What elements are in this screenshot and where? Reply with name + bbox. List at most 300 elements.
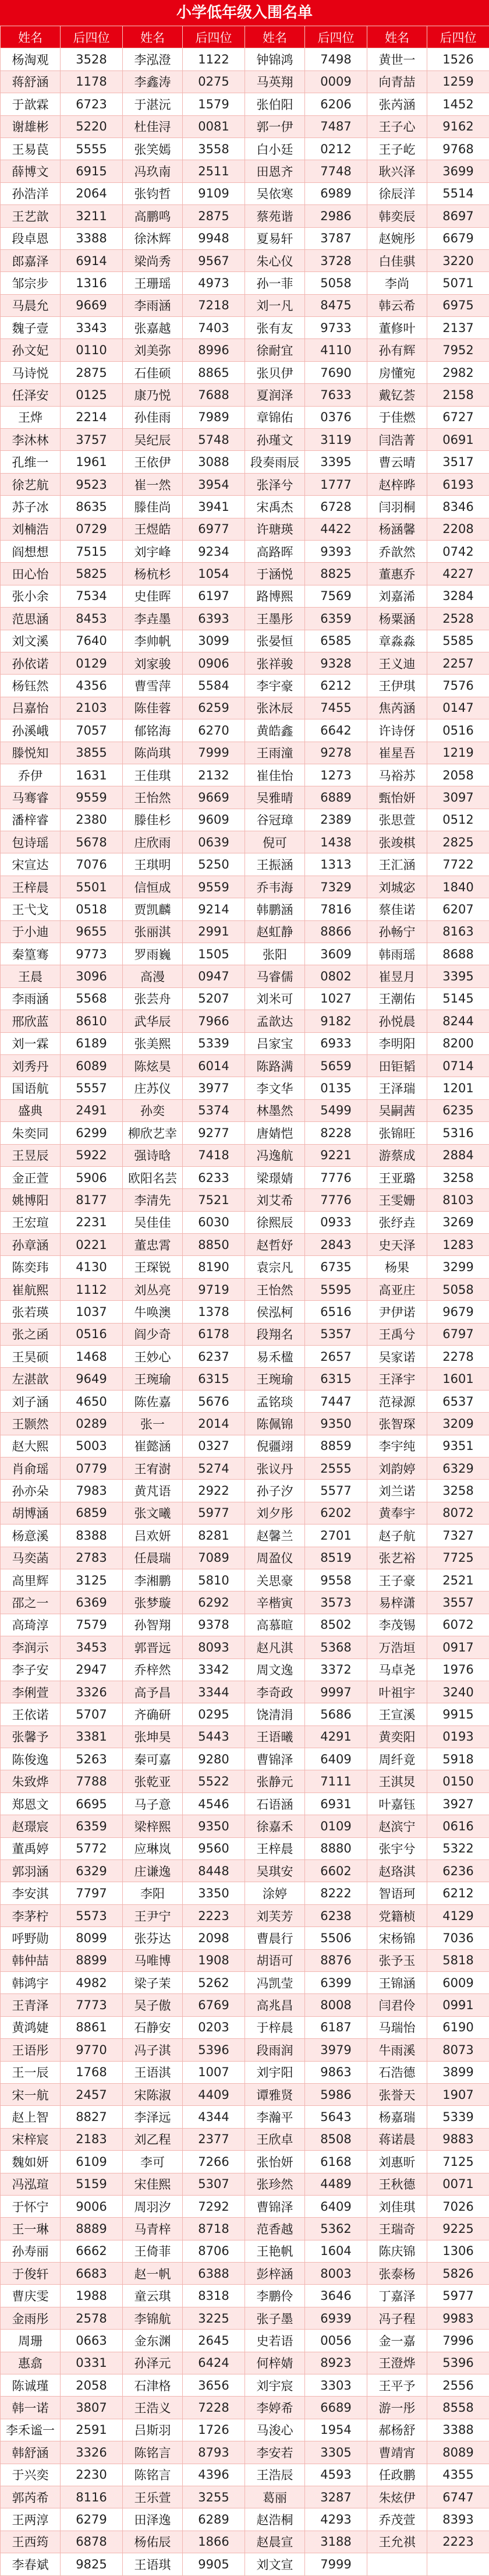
student-name-cell: 朱心仪 (245, 249, 305, 271)
last-four-cell: 5643 (305, 2106, 367, 2128)
last-four-cell: 7534 (61, 585, 123, 607)
last-four-cell: 3344 (183, 1681, 245, 1703)
student-name-cell: 刘惠昕 (367, 2151, 427, 2173)
last-four-cell: 1907 (427, 2083, 489, 2105)
last-four-cell: 3097 (427, 786, 489, 809)
last-four-cell: 0327 (183, 1435, 245, 1457)
last-four-cell: 3326 (61, 1681, 123, 1703)
student-name-cell: 应琳岚 (123, 1837, 183, 1859)
table-row (1, 608, 489, 630)
last-four-cell: 9328 (305, 652, 367, 674)
student-name-cell: 张梦璇 (123, 1592, 183, 1614)
roster-table (0, 26, 489, 2576)
last-four-cell: 1273 (305, 764, 367, 786)
last-four-cell: 0376 (305, 406, 367, 428)
table-row (1, 115, 489, 137)
last-four-cell: 2701 (305, 1525, 367, 1547)
table-row (1, 1860, 489, 1882)
table-row (1, 361, 489, 383)
student-name-cell: 陈佳蓉 (123, 697, 183, 719)
student-name-cell: 庄欣雨 (123, 831, 183, 853)
table-row (1, 48, 489, 70)
student-name-cell: 李沐林 (1, 429, 61, 451)
last-four-cell: 6933 (305, 1032, 367, 1054)
student-name-cell: 冯泓瑄 (1, 2173, 61, 2195)
student-name-cell: 刘兰诺 (367, 1480, 427, 1502)
last-four-cell: 5818 (427, 1949, 489, 1971)
table-row (1, 1435, 489, 1457)
last-four-cell: 5316 (427, 1122, 489, 1144)
table-row (1, 697, 489, 719)
last-four-cell: 8688 (427, 943, 489, 965)
table-row (1, 1413, 489, 1435)
student-name-cell: 张智琛 (367, 1413, 427, 1435)
last-four-cell: 8200 (427, 1032, 489, 1054)
student-name-cell: 崔懿涵 (123, 1435, 183, 1457)
last-four-cell: 5922 (61, 1144, 123, 1166)
last-four-cell: 5810 (183, 1569, 245, 1591)
student-name-cell: 李泓澄 (123, 48, 183, 70)
table-row (1, 2173, 489, 2195)
column-header-last-four: 后四位 (427, 26, 489, 48)
student-name-cell: 许诗伢 (367, 719, 427, 742)
student-name-cell: 黄奕阳 (367, 1725, 427, 1748)
student-name-cell: 李清先 (123, 1189, 183, 1211)
last-four-cell: 5825 (61, 563, 123, 585)
column-header-last-four: 后四位 (183, 26, 245, 48)
last-four-cell: 5906 (61, 1166, 123, 1188)
last-four-cell: 8850 (183, 1234, 245, 1256)
last-four-cell: 2457 (61, 2083, 123, 2105)
last-four-cell: 8228 (305, 1122, 367, 1144)
student-name-cell: 孔维一 (1, 451, 61, 473)
student-name-cell: 王晨 (1, 965, 61, 987)
student-name-cell: 王汇涵 (367, 853, 427, 876)
student-name-cell: 吴家诺 (367, 1346, 427, 1368)
last-four-cell: 4396 (183, 2464, 245, 2486)
student-name-cell: 郝杨舒 (367, 2419, 427, 2441)
last-four-cell: 5368 (305, 1636, 367, 1658)
student-name-cell: 马子意 (123, 1792, 183, 1815)
student-name-cell: 刘宇阳 (245, 2061, 305, 2083)
table-row (1, 719, 489, 742)
last-four-cell: 6689 (305, 2397, 367, 2419)
student-name-cell: 阎少奇 (123, 1323, 183, 1345)
student-name-cell: 韩仲喆 (1, 1949, 61, 1971)
last-four-cell: 9669 (61, 294, 123, 316)
student-name-cell: 石浩德 (367, 2061, 427, 2083)
last-four-cell: 4344 (183, 2106, 245, 2128)
last-four-cell: 7633 (305, 384, 367, 406)
last-four-cell: 5058 (305, 272, 367, 294)
student-name-cell: 于俊轩 (1, 2263, 61, 2285)
student-name-cell: 冯子淇 (123, 2039, 183, 2061)
student-name-cell: 党籍桢 (367, 1904, 427, 1926)
student-name-cell: 王尹宁 (123, 1904, 183, 1926)
last-four-cell: 1777 (305, 473, 367, 495)
student-name-cell: 孙泽元 (123, 2352, 183, 2374)
student-name-cell: 王淇炅 (367, 1770, 427, 1792)
student-name-cell: 王西筠 (1, 2531, 61, 2553)
student-name-cell: 陈佐嘉 (123, 1390, 183, 1412)
student-name-cell: 肖俞瑶 (1, 1458, 61, 1480)
student-name-cell: 王倚菲 (123, 2240, 183, 2262)
last-four-cell: 0193 (427, 1725, 489, 1748)
last-four-cell: 5362 (305, 2218, 367, 2240)
last-four-cell: 0947 (183, 965, 245, 987)
student-name-cell: 张文曦 (123, 1502, 183, 1524)
last-four-cell: 6516 (305, 1301, 367, 1323)
table-row (1, 2218, 489, 2240)
last-four-cell: 7218 (183, 294, 245, 316)
table-row (1, 2419, 489, 2441)
student-name-cell: 王怡然 (245, 1278, 305, 1300)
student-name-cell: 徐沐辉 (123, 227, 183, 249)
student-name-cell: 金正萱 (1, 1166, 61, 1188)
student-name-cell: 杜佳浔 (123, 115, 183, 137)
table-row (1, 1636, 489, 1658)
last-four-cell: 9277 (183, 1122, 245, 1144)
table-row (1, 2263, 489, 2285)
student-name-cell: 范香越 (245, 2218, 305, 2240)
last-four-cell: 9162 (427, 115, 489, 137)
last-four-cell: 3388 (427, 2419, 489, 2441)
student-name-cell: 章锦佑 (245, 406, 305, 428)
student-name-cell: 何梓婧 (245, 2352, 305, 2374)
last-four-cell: 8388 (61, 1525, 123, 1547)
table-row (1, 2508, 489, 2531)
table-row (1, 294, 489, 316)
table-row (1, 227, 489, 249)
last-four-cell: 3609 (305, 943, 367, 965)
student-name-cell: 王佳琪 (123, 764, 183, 786)
last-four-cell: 6197 (183, 585, 245, 607)
last-four-cell: 6270 (183, 719, 245, 742)
student-name-cell: 姚博阳 (1, 1189, 61, 1211)
last-four-cell: 3899 (427, 2061, 489, 2083)
student-name-cell: 乔歆然 (367, 540, 427, 562)
last-four-cell: 9883 (427, 2128, 489, 2150)
last-four-cell: 5522 (183, 1770, 245, 1792)
last-four-cell: 1201 (427, 1077, 489, 1099)
student-name-cell: 吴纪辰 (123, 429, 183, 451)
table-row (1, 1994, 489, 2016)
last-four-cell: 8003 (305, 2263, 367, 2285)
student-name-cell: 郭羽涵 (1, 1860, 61, 1882)
student-name-cell: 童云琪 (123, 2285, 183, 2307)
last-four-cell: 2986 (305, 205, 367, 227)
student-name-cell: 曹锦泽 (245, 2195, 305, 2217)
last-four-cell: 6202 (305, 1502, 367, 1524)
last-four-cell: 7999 (305, 2553, 367, 2575)
student-name-cell: 刘城宓 (367, 876, 427, 898)
last-four-cell: 6178 (183, 1323, 245, 1345)
last-four-cell: 7089 (183, 1547, 245, 1569)
table-row (1, 742, 489, 764)
last-four-cell: 8177 (61, 1189, 123, 1211)
student-name-cell: 赵璟宸 (1, 1815, 61, 1837)
student-name-cell: 孙浩洋 (1, 182, 61, 204)
student-name-cell: 杨钰然 (1, 675, 61, 697)
table-row (1, 1725, 489, 1748)
student-name-cell: 游蔡成 (367, 1144, 427, 1166)
last-four-cell: 1259 (427, 70, 489, 93)
student-name-cell: 梁璟婧 (245, 1166, 305, 1188)
last-four-cell: 4409 (183, 2083, 245, 2105)
student-name-cell: 范思涵 (1, 608, 61, 630)
student-name-cell: 张议丹 (245, 1458, 305, 1480)
student-name-cell: 杨杭杉 (123, 563, 183, 585)
last-four-cell: 9825 (61, 2553, 123, 2575)
last-four-cell: 9773 (61, 943, 123, 965)
last-four-cell: 1505 (183, 943, 245, 965)
table-row (1, 2553, 489, 2575)
student-name-cell: 韩鸿宇 (1, 1971, 61, 1993)
column-header-last-four: 后四位 (61, 26, 123, 48)
student-name-cell: 赵珞淇 (367, 1860, 427, 1882)
last-four-cell: 7690 (305, 361, 367, 383)
last-four-cell: 9560 (183, 1837, 245, 1859)
student-name-cell: 王语淇 (123, 2061, 183, 2083)
last-four-cell: 2491 (61, 1099, 123, 1121)
student-name-cell: 向青喆 (367, 70, 427, 93)
table-row (1, 2397, 489, 2419)
student-name-cell: 包诗瑶 (1, 831, 61, 853)
last-four-cell: 0135 (305, 1077, 367, 1099)
last-four-cell: 5748 (183, 429, 245, 451)
table-row (1, 1658, 489, 1681)
last-four-cell: 8244 (427, 1010, 489, 1032)
last-four-cell: 7725 (427, 1547, 489, 1569)
table-row (1, 2531, 489, 2553)
last-four-cell: 1027 (305, 987, 367, 1010)
student-name-cell: 郎嘉泽 (1, 249, 61, 271)
last-four-cell: 0714 (427, 1054, 489, 1077)
last-four-cell: 5262 (183, 1971, 245, 1993)
last-four-cell: 0331 (61, 2352, 123, 2374)
student-name-cell: 张钧哲 (123, 182, 183, 204)
student-name-cell: 宋梓宸 (1, 2128, 61, 2150)
last-four-cell: 0081 (183, 115, 245, 137)
last-four-cell: 9182 (305, 1010, 367, 1032)
last-four-cell: 2257 (427, 652, 489, 674)
last-four-cell: 9983 (427, 2307, 489, 2329)
last-four-cell: 5396 (183, 2039, 245, 2061)
last-four-cell: 4293 (305, 2508, 367, 2531)
last-four-cell: 0616 (427, 1815, 489, 1837)
student-name-cell: 崔星吾 (367, 742, 427, 764)
last-four-cell: 4291 (305, 1725, 367, 1748)
student-name-cell: 吴依寒 (245, 182, 305, 204)
last-four-cell: 8876 (305, 1949, 367, 1971)
table-row (1, 1390, 489, 1412)
student-name-cell: 陈铭言 (123, 2441, 183, 2464)
student-name-cell: 陈庆锦 (367, 2240, 427, 2262)
table-row (1, 406, 489, 428)
student-name-cell: 路博熙 (245, 585, 305, 607)
student-name-cell: 孙瑾文 (245, 429, 305, 451)
column-header-last-four: 后四位 (305, 26, 367, 48)
student-name-cell: 张泰杨 (367, 2263, 427, 2285)
last-four-cell: 2578 (61, 2307, 123, 2329)
student-name-cell: 王昊硕 (1, 1346, 61, 1368)
student-name-cell: 饶清涓 (245, 1703, 305, 1725)
table-row (1, 1614, 489, 1636)
student-name-cell: 马英翔 (245, 70, 305, 93)
last-four-cell: 8222 (305, 1882, 367, 1904)
student-name-cell: 周羽汐 (123, 2195, 183, 2217)
table-row (1, 2285, 489, 2307)
last-four-cell: 3757 (61, 429, 123, 451)
student-name-cell: 王怡然 (123, 786, 183, 809)
last-four-cell: 2230 (61, 2464, 123, 2486)
last-four-cell: 5506 (305, 1927, 367, 1949)
last-four-cell: 3558 (183, 137, 245, 160)
student-name-cell: 孙一菲 (245, 272, 305, 294)
last-four-cell: 9863 (305, 2061, 367, 2083)
student-name-cell: 侯泓柯 (245, 1301, 305, 1323)
table-row (1, 876, 489, 898)
student-name-cell: 叶嘉钰 (367, 1792, 427, 1815)
last-four-cell: 8393 (427, 2508, 489, 2531)
student-name-cell: 张泽兮 (245, 473, 305, 495)
last-four-cell: 9006 (61, 2195, 123, 2217)
last-four-cell: 8093 (183, 1636, 245, 1658)
last-four-cell: 8318 (183, 2285, 245, 2307)
last-four-cell: 6989 (305, 182, 367, 204)
table-row (1, 2039, 489, 2061)
student-name-cell: 钟锦鸿 (245, 48, 305, 70)
column-header-name: 姓名 (123, 26, 183, 48)
student-name-cell: 智语珂 (367, 1882, 427, 1904)
table-row (1, 1837, 489, 1859)
student-name-cell: 张丽淇 (123, 920, 183, 943)
student-name-cell: 任泽安 (1, 384, 61, 406)
last-four-cell: 1468 (61, 1346, 123, 1368)
last-four-cell: 8996 (183, 339, 245, 361)
last-four-cell: 2645 (183, 2330, 245, 2352)
student-name-cell: 王潮佑 (367, 987, 427, 1010)
last-four-cell: 3395 (305, 451, 367, 473)
table-row (1, 630, 489, 652)
table-row (1, 1166, 489, 1188)
last-four-cell: 5263 (61, 1748, 123, 1770)
last-four-cell: 5595 (305, 1278, 367, 1300)
last-four-cell: 0289 (61, 1413, 123, 1435)
last-four-cell: 9649 (61, 1368, 123, 1390)
last-four-cell: 6187 (305, 2016, 367, 2038)
student-name-cell: 章淼淼 (367, 630, 427, 652)
last-four-cell: 5659 (305, 1054, 367, 1077)
student-name-cell (367, 2553, 427, 2575)
last-four-cell: 7266 (183, 2151, 245, 2173)
last-four-cell: 3381 (61, 1725, 123, 1748)
last-four-cell: 2014 (183, 1413, 245, 1435)
student-name-cell: 吴子傲 (123, 1994, 183, 2016)
last-four-cell: 2591 (61, 2419, 123, 2441)
last-four-cell: 2555 (305, 1458, 367, 1480)
last-four-cell: 8697 (427, 205, 489, 227)
last-four-cell: 8089 (427, 2441, 489, 2464)
student-name-cell: 韩舒涵 (1, 2441, 61, 2464)
table-row (1, 1189, 489, 1211)
last-four-cell: 7966 (183, 1010, 245, 1032)
student-name-cell: 马奕菡 (1, 1547, 61, 1569)
table-row (1, 272, 489, 294)
last-four-cell: 9997 (305, 1681, 367, 1703)
last-four-cell: 7640 (61, 630, 123, 652)
last-four-cell: 3372 (305, 1658, 367, 1681)
student-name-cell: 李奇政 (245, 1681, 305, 1703)
student-name-cell: 罗雨巍 (123, 943, 183, 965)
table-row (1, 1949, 489, 1971)
last-four-cell: 2875 (61, 361, 123, 383)
student-name-cell: 林墨然 (245, 1099, 305, 1121)
last-four-cell: 9669 (183, 786, 245, 809)
student-name-cell: 魏如妍 (1, 2151, 61, 2173)
last-four-cell: 7776 (305, 1189, 367, 1211)
last-four-cell: 8099 (61, 1927, 123, 1949)
student-name-cell: 庄苏仪 (123, 1077, 183, 1099)
student-name-cell: 刘芙芳 (245, 1904, 305, 1926)
last-four-cell: 0009 (305, 70, 367, 93)
last-four-cell: 3211 (61, 205, 123, 227)
last-four-cell: 5443 (183, 1725, 245, 1748)
last-four-cell: 2278 (427, 1346, 489, 1368)
student-name-cell: 薛博文 (1, 160, 61, 182)
table-row (1, 1748, 489, 1770)
last-four-cell: 9768 (427, 137, 489, 160)
last-four-cell: 1866 (183, 2531, 245, 2553)
student-name-cell: 段翔名 (245, 1323, 305, 1345)
student-name-cell: 李可 (123, 2151, 183, 2173)
last-four-cell: 2137 (427, 317, 489, 339)
student-name-cell: 张小余 (1, 585, 61, 607)
last-four-cell: 7076 (61, 853, 123, 876)
student-name-cell: 赵浩桐 (245, 2508, 305, 2531)
student-name-cell: 张伯阳 (245, 93, 305, 115)
student-name-cell: 王浩义 (123, 2397, 183, 2419)
table-row (1, 1256, 489, 1278)
student-name-cell: 陈尚琪 (123, 742, 183, 764)
table-row (1, 137, 489, 160)
last-four-cell: 3343 (61, 317, 123, 339)
table-row (1, 675, 489, 697)
last-four-cell: 3573 (305, 1592, 367, 1614)
student-name-cell: 曹靖宵 (367, 2441, 427, 2464)
student-name-cell: 石津格 (123, 2374, 183, 2397)
student-name-cell: 冯玖南 (123, 160, 183, 182)
last-four-cell: 5573 (61, 1904, 123, 1926)
student-name-cell: 许瑭瑛 (245, 518, 305, 540)
student-name-cell: 蒋舒涵 (1, 70, 61, 93)
header-row (1, 26, 489, 48)
student-name-cell: 高亚庄 (367, 1278, 427, 1300)
student-name-cell: 王乐萱 (123, 2486, 183, 2508)
student-name-cell: 陈炫昊 (123, 1054, 183, 1077)
student-name-cell: 李文华 (245, 1077, 305, 1099)
last-four-cell: 3099 (183, 630, 245, 652)
student-name-cell: 王平予 (367, 2374, 427, 2397)
table-row (1, 429, 489, 451)
last-four-cell: 1976 (427, 1658, 489, 1681)
last-four-cell: 9559 (61, 786, 123, 809)
last-four-cell: 6236 (427, 1860, 489, 1882)
last-four-cell: 5568 (61, 987, 123, 1010)
last-four-cell: 2064 (61, 182, 123, 204)
student-name-cell: 崔昱月 (367, 965, 427, 987)
table-row (1, 563, 489, 585)
